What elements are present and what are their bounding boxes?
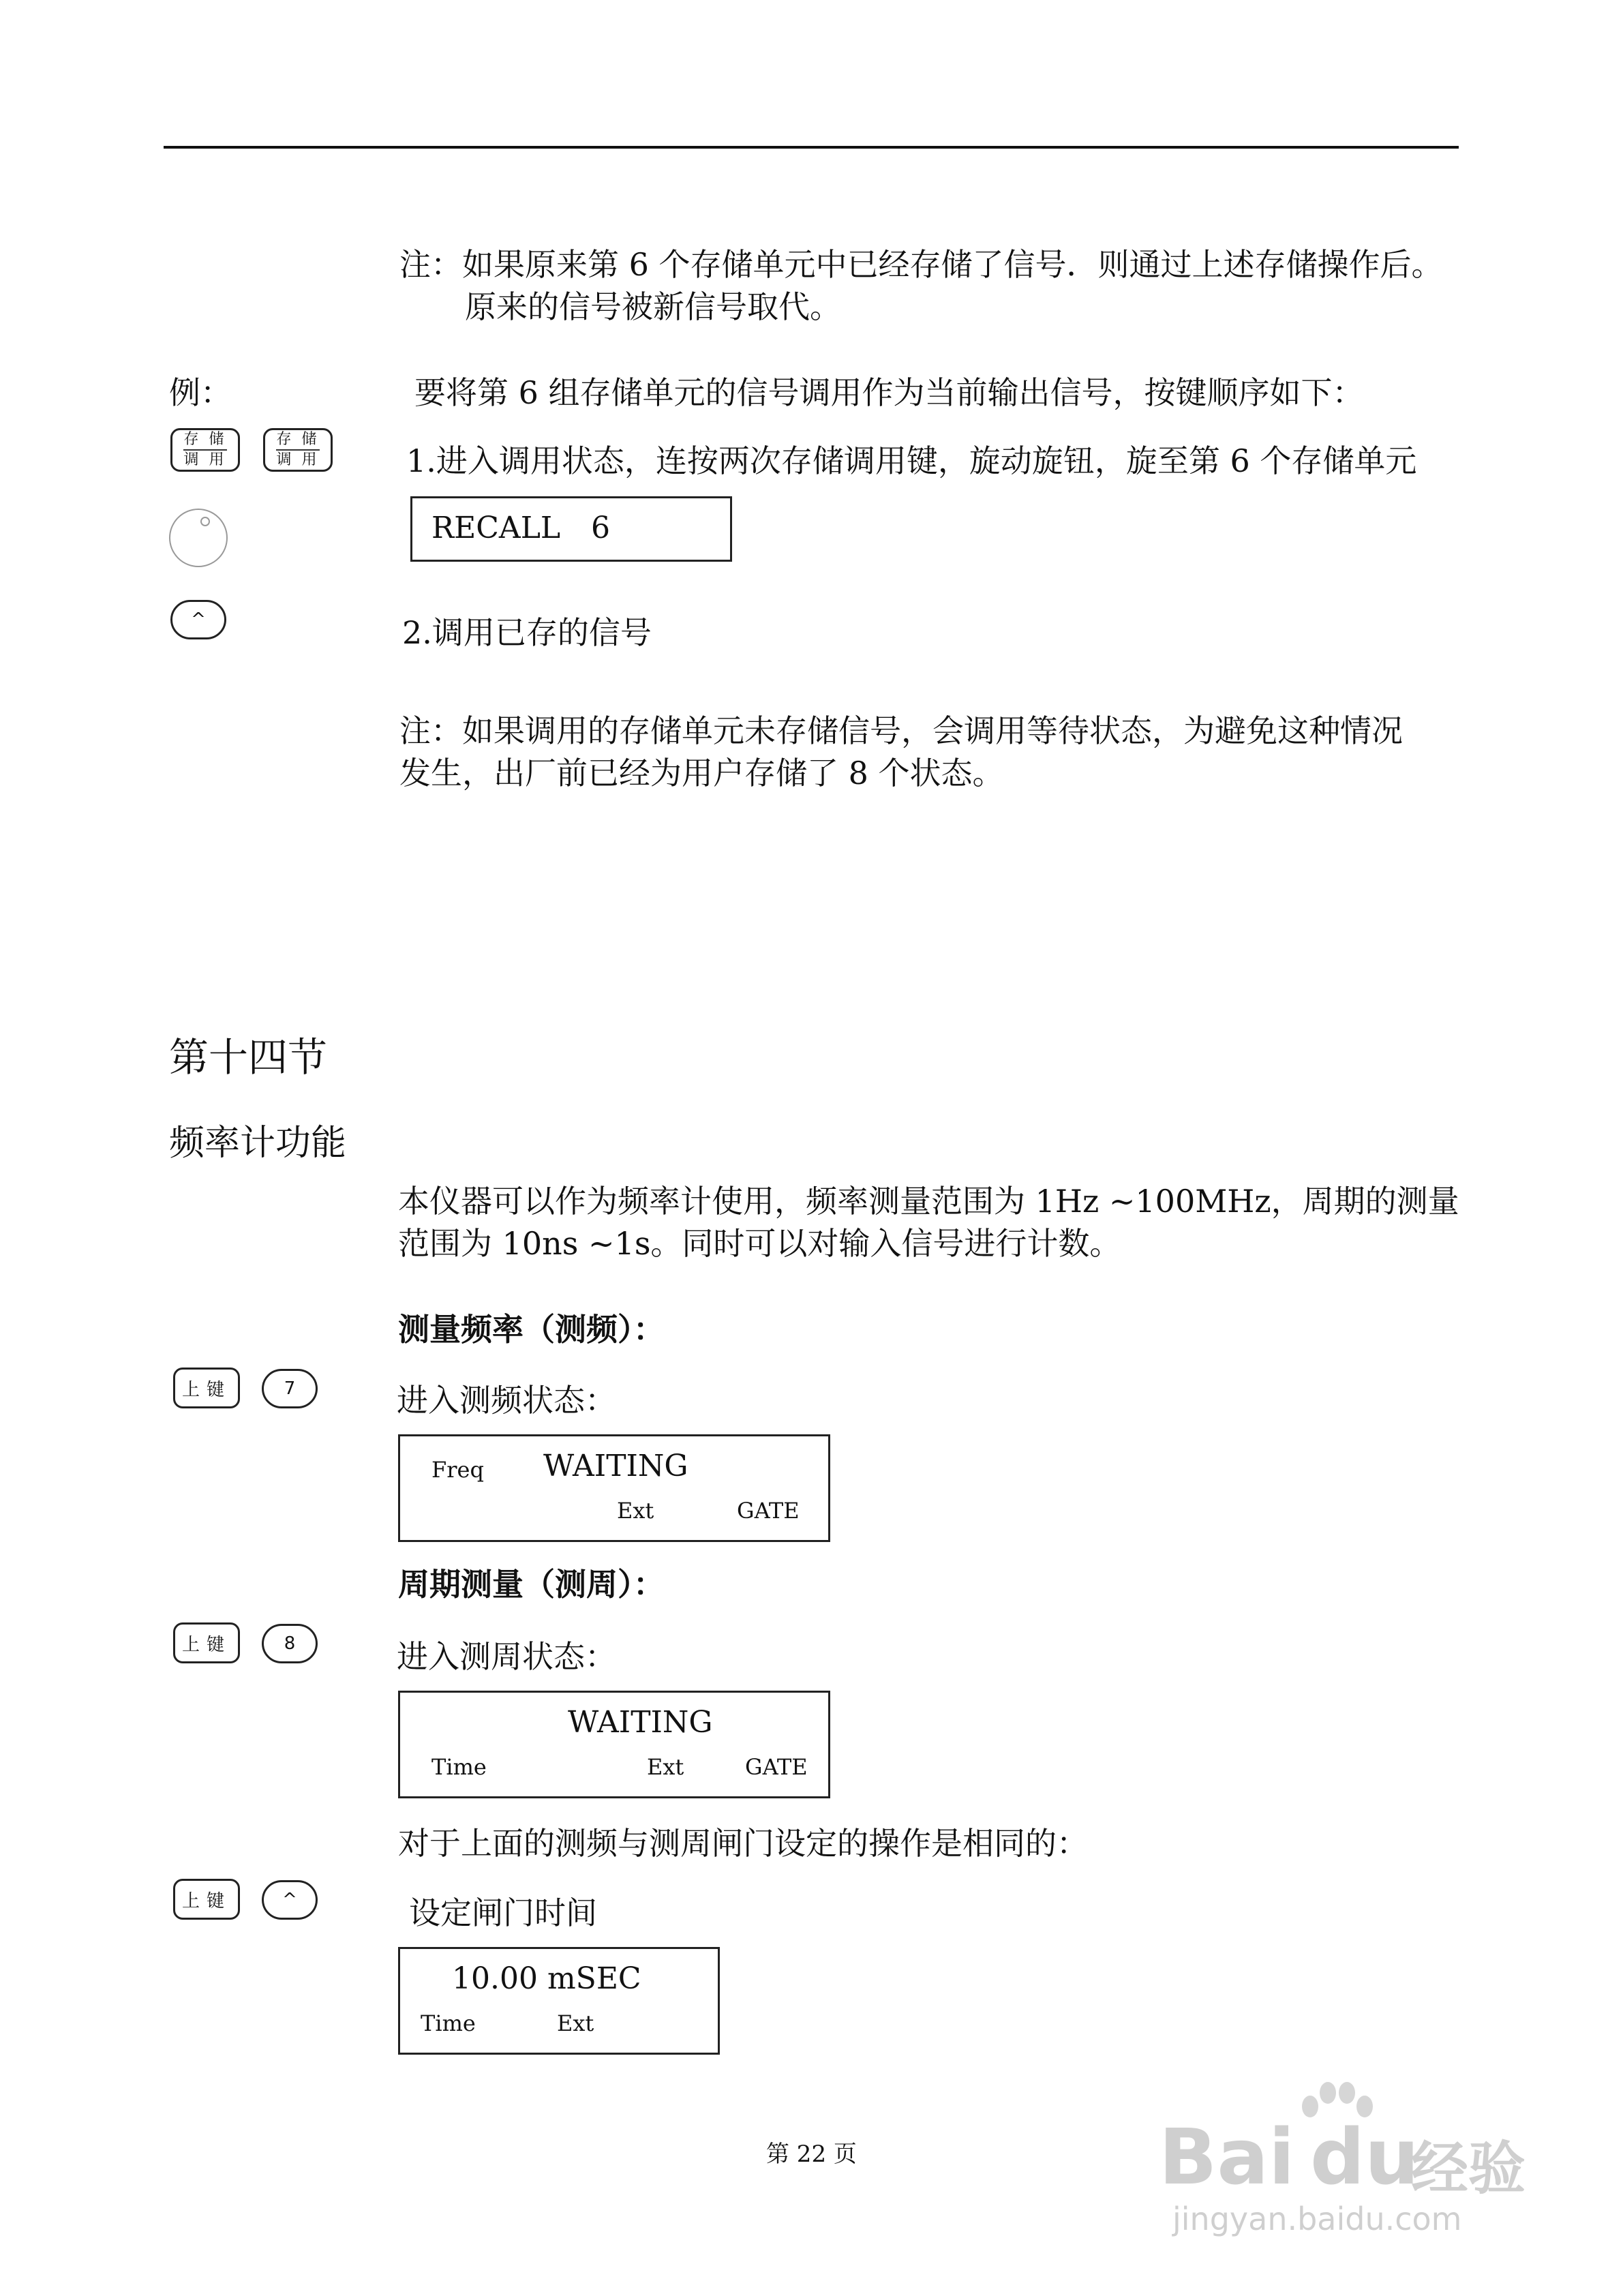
header-rule (164, 146, 1459, 149)
section-title: 频率计功能 (169, 1123, 347, 1164)
freq-display (398, 1434, 830, 1542)
key-divider (183, 449, 227, 451)
up-arrow-key-2[interactable] (262, 1880, 318, 1920)
period-heading: 周期测量（测周）： (398, 1566, 665, 1603)
period-display-gate: GATE (745, 1754, 808, 1780)
recall-display-number: 6 (591, 511, 610, 545)
note2-line1: 注：如果调用的存储单元未存储信号，会调用等待状态，为避免这种情况 (399, 712, 1403, 749)
store-key-top-label: 存 储 (276, 431, 320, 448)
gate-set-label: 设定闸门时间 (409, 1894, 597, 1931)
note1-line2: 原来的信号被新信号取代。 (465, 288, 841, 325)
up-arrow-icon: ^ (191, 609, 206, 630)
example-label: 例： (169, 374, 232, 411)
page-number: 第 22 页 (766, 2141, 857, 2168)
shift-key[interactable] (173, 1368, 240, 1408)
up-arrow-icon: ^ (282, 1890, 297, 1910)
watermark-brand: Bai (1159, 2113, 1295, 2202)
watermark-url: jingyan.baidu.com (1172, 2201, 1462, 2237)
watermark-cn: 经验 (1411, 2135, 1526, 2202)
rotary-knob-icon[interactable] (169, 509, 228, 567)
section-intro-line1: 本仪器可以作为频率计使用，频率测量范围为 1Hz ~100MHz，周期的测量 (398, 1183, 1459, 1220)
period-display-mode: Time (431, 1754, 487, 1780)
period-display-status: WAITING (568, 1705, 713, 1740)
baidu-watermark (1159, 2079, 1541, 2243)
shift-key-2[interactable] (173, 1622, 240, 1663)
eight-key[interactable] (262, 1624, 318, 1663)
seven-key-label: 7 (284, 1378, 296, 1399)
step1-text: 1.进入调用状态，连按两次存储调用键，旋动旋钮，旋至第 6 个存储单元 (406, 442, 1417, 479)
seven-key[interactable] (262, 1369, 318, 1408)
store-key-top-label: 存 储 (183, 431, 227, 448)
gate-display-value: 10.00 mSEC (452, 1961, 641, 1996)
store-recall-key-2[interactable] (263, 428, 333, 472)
freq-display-mode: Freq (431, 1457, 484, 1483)
period-enter-text: 进入测周状态： (397, 1638, 616, 1675)
key-divider (276, 449, 320, 451)
note2-line2: 发生，出厂前已经为用户存储了 8 个状态。 (399, 755, 1004, 791)
section-number: 第十四节 (169, 1034, 328, 1081)
knob-indicator-icon (200, 517, 210, 526)
step2-text: 2.调用已存的信号 (402, 614, 652, 651)
up-arrow-key[interactable] (170, 600, 226, 639)
shift-key-label: 上键 (181, 1634, 231, 1655)
freq-display-status: WAITING (543, 1449, 688, 1483)
shift-key-label: 上键 (181, 1379, 231, 1400)
freq-display-source: Ext (617, 1498, 654, 1524)
gate-same-note: 对于上面的测频与测周闸门设定的操作是相同的： (398, 1825, 1088, 1862)
shift-key-label: 上键 (181, 1890, 231, 1912)
store-key-bottom-label: 调 用 (276, 451, 320, 468)
recall-display (410, 496, 732, 562)
eight-key-label: 8 (284, 1633, 296, 1654)
store-key-bottom-label: 调 用 (183, 451, 227, 468)
gate-display-source: Ext (557, 2010, 594, 2036)
freq-enter-text: 进入测频状态： (397, 1382, 616, 1419)
period-display-source: Ext (647, 1754, 684, 1780)
gate-display-mode: Time (421, 2010, 476, 2036)
freq-heading: 测量频率（测频）： (398, 1311, 665, 1348)
section-intro-line2: 范围为 10ns ~1s。同时可以对输入信号进行计数。 (398, 1225, 1121, 1262)
example-intro: 要将第 6 组存储单元的信号调用作为当前输出信号，按键顺序如下： (414, 374, 1364, 411)
freq-display-gate: GATE (737, 1498, 800, 1524)
gate-display (398, 1947, 720, 2055)
note1-line1: 注：如果原来第 6 个存储单元中已经存储了信号．则通过上述存储操作后。 (399, 246, 1443, 283)
recall-display-word: RECALL (431, 511, 561, 545)
period-display (398, 1691, 830, 1798)
shift-key-3[interactable] (173, 1879, 240, 1920)
watermark-brand-du: du (1310, 2113, 1419, 2202)
store-recall-key[interactable] (170, 428, 240, 472)
